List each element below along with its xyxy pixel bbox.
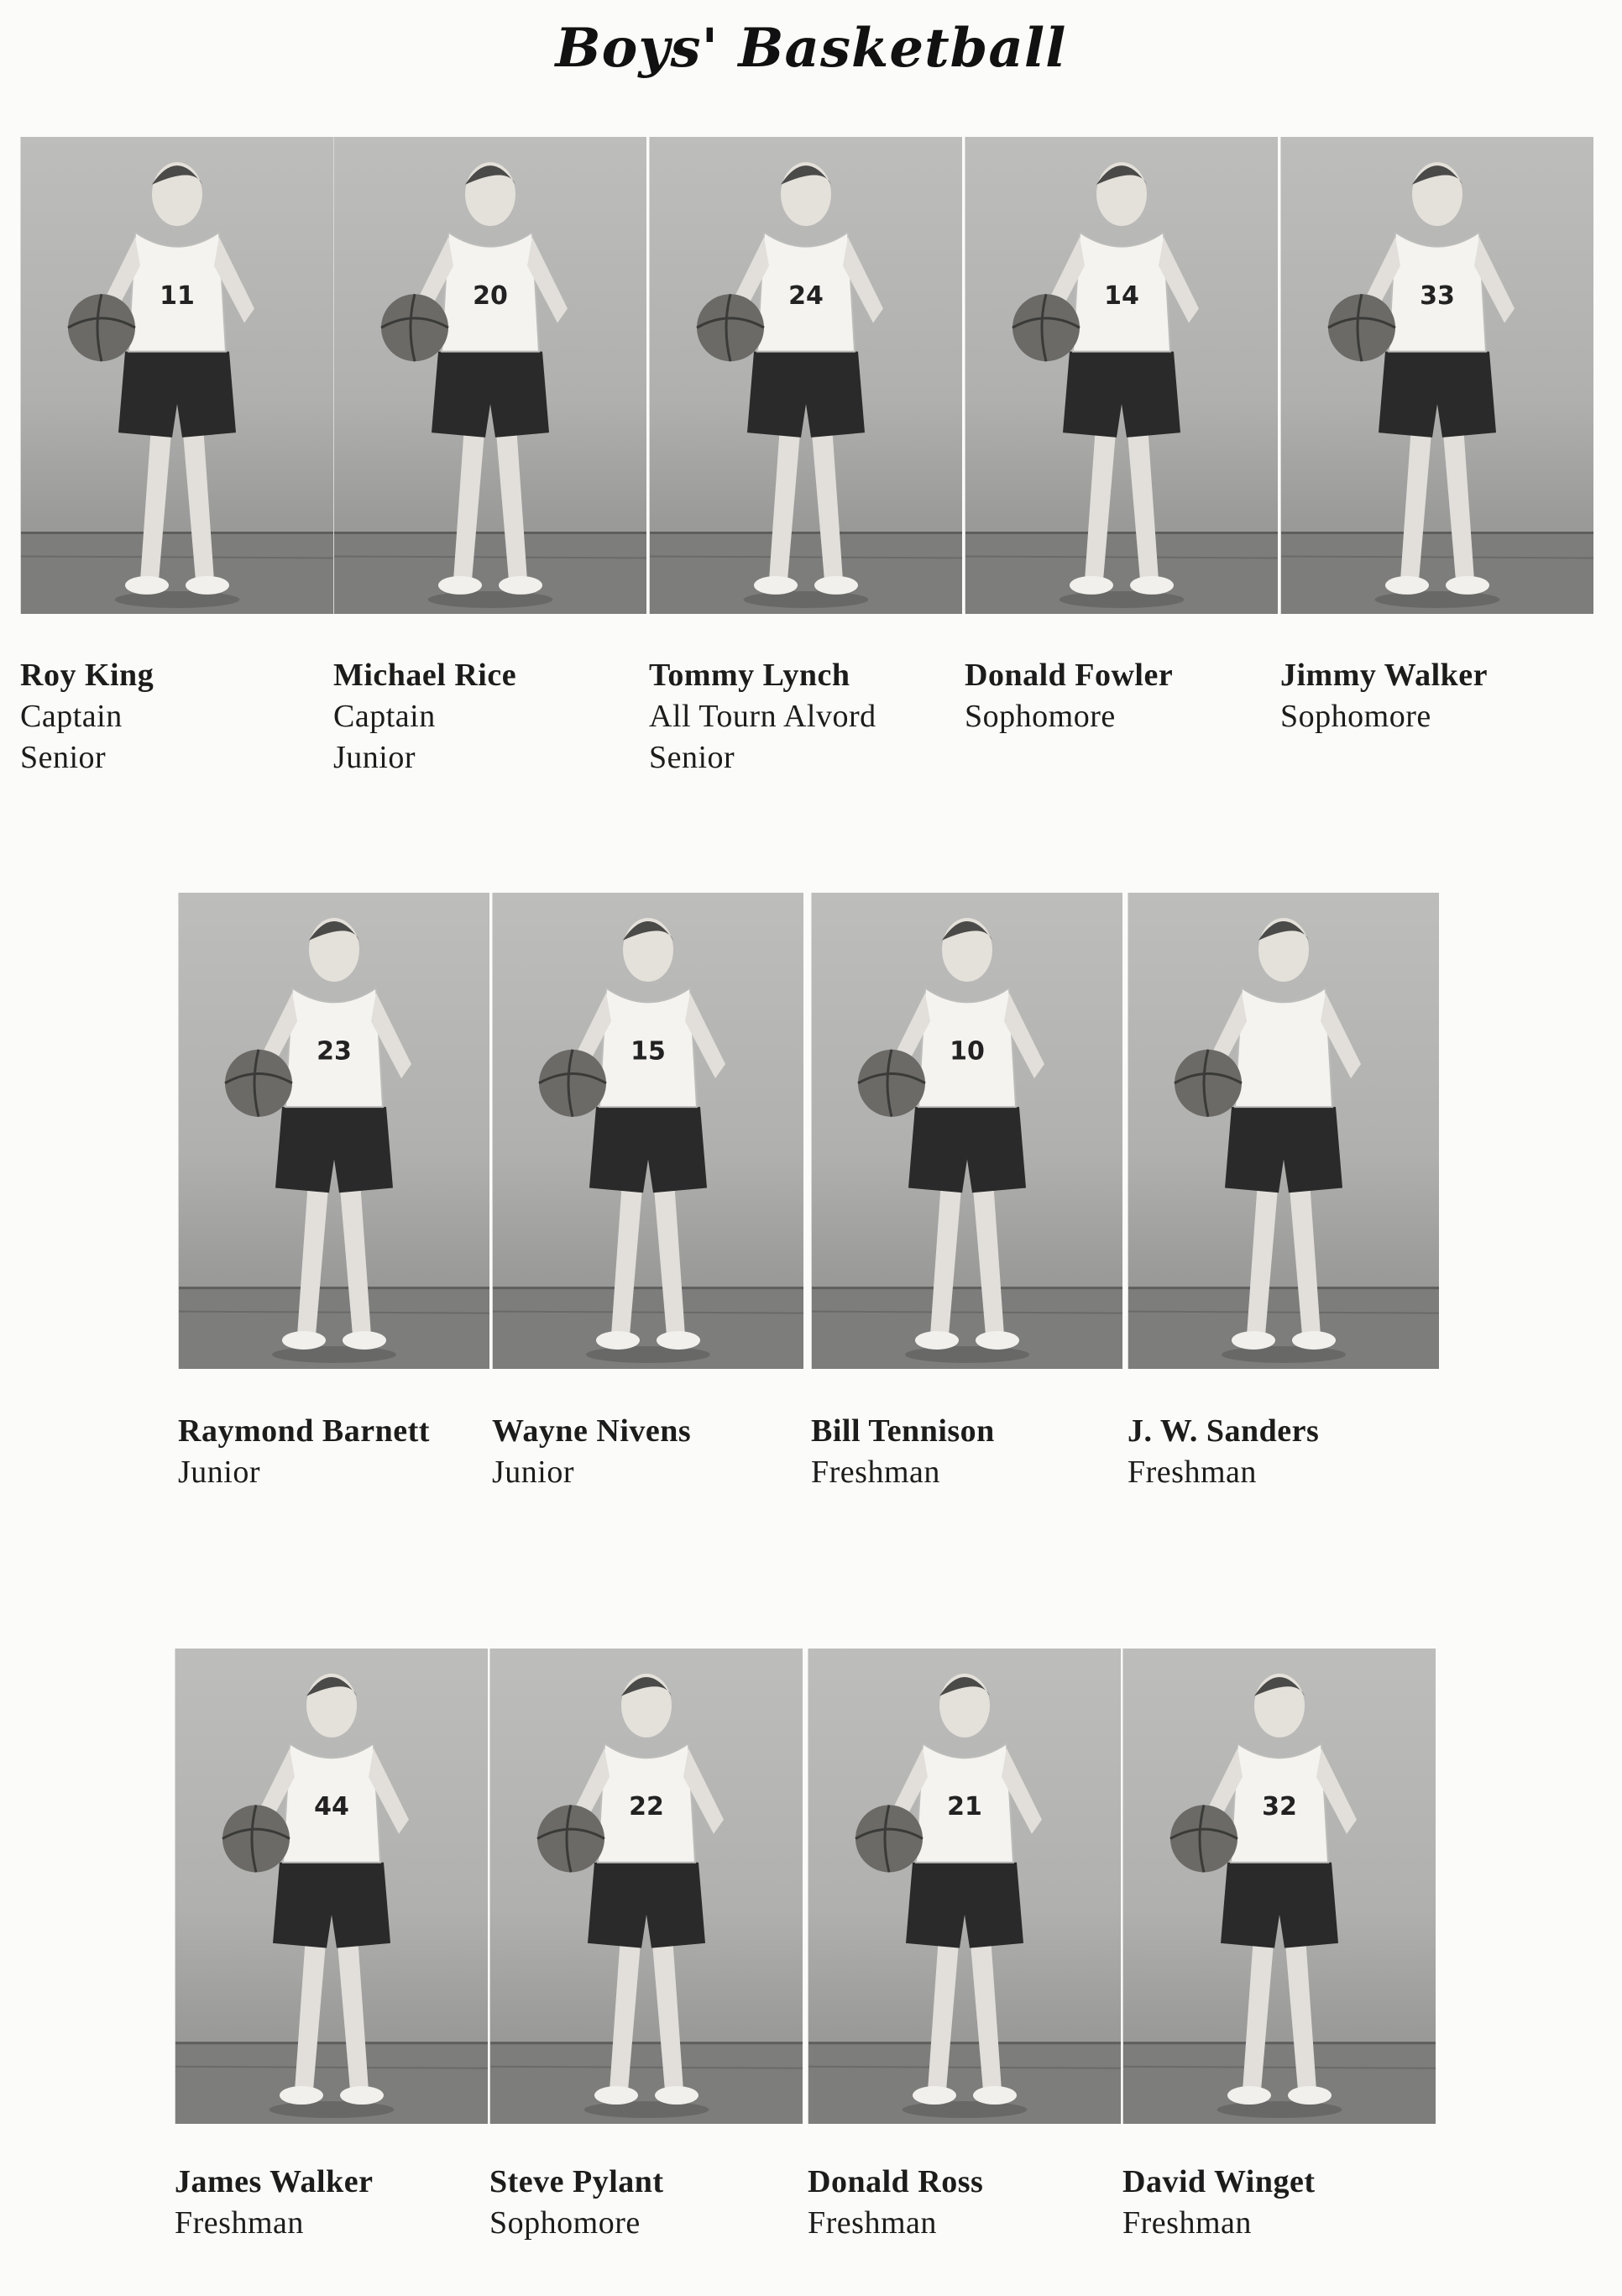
svg-text:11: 11: [160, 280, 195, 311]
player-detail: Freshman: [811, 1455, 940, 1490]
player-name: Donald Fowler: [965, 658, 1174, 693]
player-caption: [333, 655, 642, 778]
svg-text:22: 22: [629, 1792, 664, 1822]
player-photo: [489, 1649, 803, 2124]
player-detail: Senior: [20, 740, 107, 775]
svg-text:14: 14: [1104, 280, 1139, 311]
player-caption: [965, 655, 1274, 737]
player-photo: [175, 1649, 488, 2124]
player-name: Jimmy Walker: [1280, 658, 1489, 693]
svg-text:20: 20: [473, 280, 508, 311]
player-caption: [808, 2162, 1117, 2244]
player-photo: [649, 137, 962, 614]
player-detail: Sophomore: [965, 699, 1116, 734]
player-detail: Junior: [492, 1455, 574, 1490]
player-caption: [649, 655, 958, 778]
svg-text:15: 15: [630, 1036, 666, 1067]
player-name: Tommy Lynch: [649, 658, 850, 693]
player-caption: [811, 1411, 1118, 1493]
player-detail: Sophomore: [1280, 699, 1431, 734]
player-name: Roy King: [20, 658, 154, 693]
svg-text:23: 23: [317, 1036, 352, 1067]
page-title: Boys' Basketball: [555, 17, 1067, 80]
player-caption: [492, 1411, 799, 1493]
svg-text:10: 10: [950, 1036, 985, 1067]
player-photo: [20, 137, 333, 614]
player-name: J. W. Sanders: [1128, 1413, 1320, 1449]
player-name: Donald Ross: [808, 2164, 984, 2199]
player-name: Michael Rice: [333, 658, 517, 693]
player-detail: All Tourn Alvord: [649, 699, 876, 734]
player-detail: Freshman: [808, 2205, 937, 2241]
svg-text:32: 32: [1262, 1792, 1297, 1822]
player-detail: Freshman: [175, 2205, 304, 2241]
player-photo: [333, 137, 646, 614]
player-detail: Captain: [333, 699, 436, 734]
player-name: David Winget: [1122, 2164, 1316, 2199]
player-caption: [178, 1411, 485, 1493]
player-photo: [808, 1649, 1121, 2124]
player-name: Raymond Barnett: [178, 1413, 430, 1449]
player-name: Bill Tennison: [811, 1413, 995, 1449]
player-caption: [1280, 655, 1589, 737]
player-photo: [965, 137, 1278, 614]
svg-text:21: 21: [947, 1792, 982, 1822]
player-photo: [1128, 893, 1439, 1369]
player-name: Wayne Nivens: [492, 1413, 692, 1449]
player-name: Steve Pylant: [489, 2164, 664, 2199]
svg-text:24: 24: [788, 280, 824, 311]
player-detail: Senior: [649, 740, 735, 775]
player-photo: [492, 893, 803, 1369]
player-detail: Junior: [333, 740, 416, 775]
player-photo: [178, 893, 489, 1369]
player-caption: [489, 2162, 798, 2244]
player-detail: Freshman: [1128, 1455, 1257, 1490]
player-detail: Freshman: [1122, 2205, 1252, 2241]
player-detail: Captain: [20, 699, 123, 734]
player-caption: [20, 655, 329, 778]
player-photo: [1122, 1649, 1436, 2124]
player-caption: [175, 2162, 484, 2244]
player-caption: [1122, 2162, 1431, 2244]
svg-text:33: 33: [1420, 280, 1455, 311]
player-name: James Walker: [175, 2164, 374, 2199]
player-photo: [811, 893, 1122, 1369]
svg-text:44: 44: [314, 1792, 349, 1822]
player-caption: [1128, 1411, 1435, 1493]
player-detail: Junior: [178, 1455, 260, 1490]
player-detail: Sophomore: [489, 2205, 641, 2241]
player-photo: [1280, 137, 1593, 614]
